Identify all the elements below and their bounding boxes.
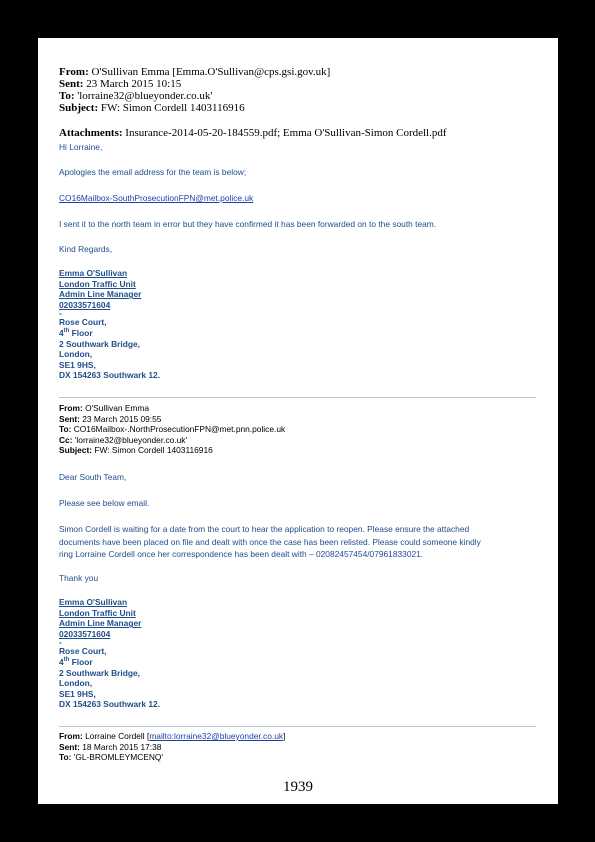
from-value: O'Sullivan Emma [Emma.O'Sullivan@cps.gsi.gov.uk] bbox=[91, 66, 331, 78]
mailto-link[interactable]: mailto:lorraine32@blueyonder.co.uk bbox=[149, 731, 284, 741]
email2-sent-line: Sent: 23 March 2015 09:55 bbox=[59, 413, 162, 424]
signature-address-line: London, bbox=[59, 678, 93, 689]
signature-address-line: 4th Floor bbox=[59, 656, 93, 667]
signature-role: Admin Line Manager bbox=[59, 618, 142, 629]
signature-phone: 02033571604 bbox=[59, 299, 111, 310]
from-label: From: bbox=[59, 66, 89, 78]
signature-address-line: Rose Court, bbox=[59, 317, 107, 328]
signature-address-line: 2 Southwark Bridge, bbox=[59, 338, 140, 349]
email2-header bbox=[59, 403, 285, 456]
sent-value: 23 March 2015 10:15 bbox=[86, 78, 182, 90]
email1-subject-line bbox=[59, 102, 245, 114]
email2-paragraph: Simon Cordell is waiting for a date from the court to hear the application to reopen. Please ensure the attached documents have been placed on file and dealt with once the case has been relisted. Please could someone kindly ring Lorraine Cordell once her correspondence has been dealt with – 02082457454/07961833021. bbox=[59, 524, 481, 559]
email3-from-line: From: Lorraine Cordell [mailto:lorraine32@blueyonder.co.uk] bbox=[59, 731, 286, 741]
email3-to-line: To: 'GL-BROMLEYMCENQ' bbox=[59, 752, 164, 763]
email1-from-line bbox=[59, 66, 330, 78]
signature-address-line: 2 Southwark Bridge, bbox=[59, 667, 140, 678]
email2-from-line: From: O'Sullivan Emma bbox=[59, 403, 150, 413]
divider bbox=[59, 397, 536, 398]
signature-address-line: SE1 9HS, bbox=[59, 359, 96, 370]
signature-address-line: SE1 9HS, bbox=[59, 688, 96, 699]
signature-name: Emma O'Sullivan bbox=[59, 597, 128, 607]
attachments-value: Insurance-2014-05-20-184559.pdf; Emma O'Sullivan-Simon Cordell.pdf bbox=[125, 127, 447, 139]
email1-paragraph: Apologies the email address for the team is below; bbox=[59, 167, 247, 177]
signature-block bbox=[59, 597, 160, 710]
team-email-link[interactable]: CO16Mailbox-SouthProsecutionFPN@met.police.uk bbox=[59, 193, 254, 203]
email2-cc-line: Cc: 'lorraine32@blueyonder.co.uk' bbox=[59, 434, 188, 445]
email1-sent-line bbox=[59, 78, 181, 90]
document-page bbox=[38, 38, 558, 804]
signature-phone: 02033571604 bbox=[59, 628, 111, 639]
page-number: 1939 bbox=[283, 779, 313, 795]
attachments-label: Attachments: bbox=[59, 127, 123, 139]
email1-signoff: Kind Regards, bbox=[59, 244, 113, 254]
divider bbox=[59, 726, 536, 727]
signature-address-line: Rose Court, bbox=[59, 646, 107, 657]
signature-dash: - bbox=[59, 308, 62, 319]
to-label: To: bbox=[59, 90, 75, 102]
email1-greeting: Hi Lorraine, bbox=[59, 142, 103, 152]
signature-unit: London Traffic Unit bbox=[59, 607, 136, 618]
to-value: 'lorraine32@blueyonder.co.uk' bbox=[77, 90, 213, 102]
signature-address-line: DX 154263 Southwark 12. bbox=[59, 699, 161, 710]
signature-block bbox=[59, 268, 160, 381]
sent-label: Sent: bbox=[59, 78, 84, 90]
subject-value: FW: Simon Cordell 1403116916 bbox=[100, 102, 245, 114]
signature-address-line: London, bbox=[59, 349, 93, 360]
signature-dash: - bbox=[59, 637, 62, 648]
email2-subject-line: Subject: FW: Simon Cordell 1403116916 bbox=[59, 445, 213, 456]
signature-unit: London Traffic Unit bbox=[59, 278, 136, 289]
email3-header bbox=[59, 731, 285, 763]
subject-label: Subject: bbox=[59, 102, 99, 114]
email2-paragraph: Please see below email. bbox=[59, 498, 150, 508]
email2-to-line: To: CO16Mailbox-.NorthProsecutionFPN@met.pnn.police.uk bbox=[59, 424, 286, 435]
signature-name: Emma O'Sullivan bbox=[59, 268, 128, 278]
signature-role: Admin Line Manager bbox=[59, 289, 142, 300]
signature-address-line: 4th Floor bbox=[59, 327, 93, 338]
email1-to-line bbox=[59, 90, 212, 102]
email3-sent-line: Sent: 18 March 2015 17:38 bbox=[59, 741, 162, 752]
email1-attachments-line bbox=[59, 127, 447, 139]
signature-address-line: DX 154263 Southwark 12. bbox=[59, 370, 161, 381]
email1-paragraph: I sent it to the north team in error but they have confirmed it has been forwarded on to the south team. bbox=[59, 219, 437, 229]
email2-greeting: Dear South Team, bbox=[59, 472, 127, 482]
email2-signoff: Thank you bbox=[59, 573, 99, 583]
